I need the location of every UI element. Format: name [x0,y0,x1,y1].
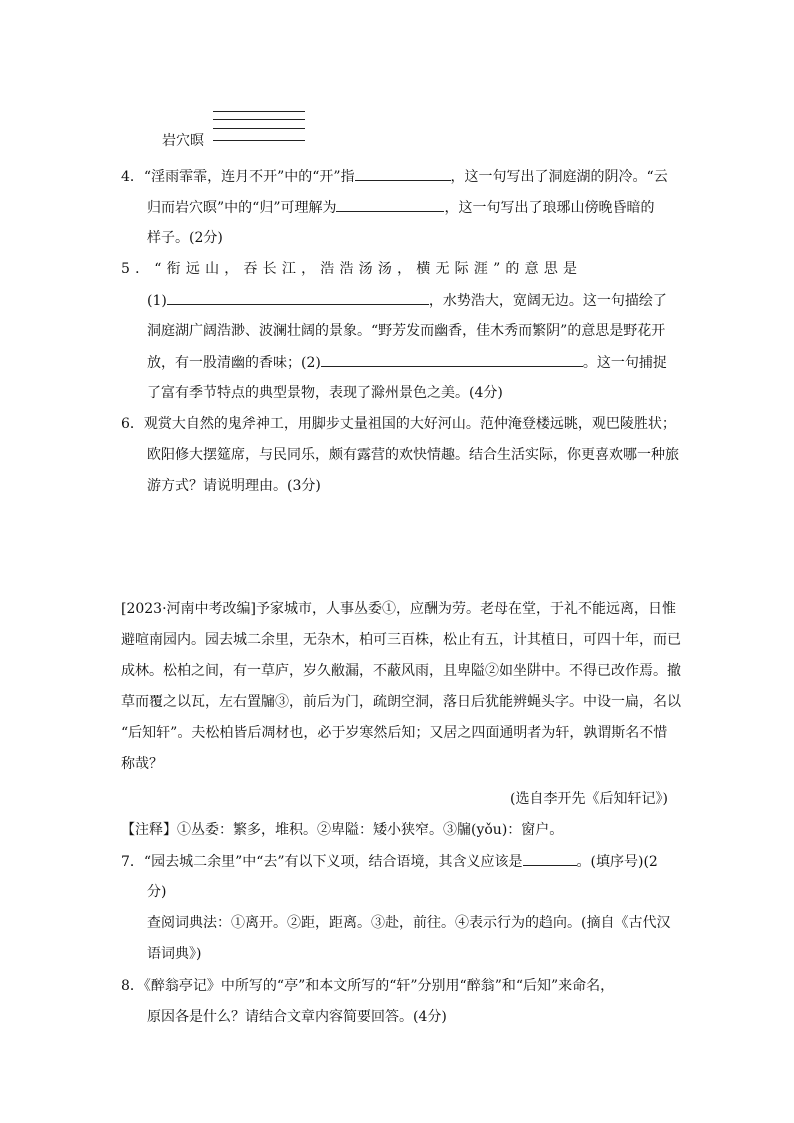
q5-text-c: 放，有一股清幽的香味；(2) [147,355,321,371]
answer-line-3 [213,128,305,129]
annotation-note: 【注释】①丛委：繁多，堆积。②卑隘：矮小狭窄。③牖(yǒu)：窗户。 [121,822,564,838]
q4-text-c: 归而岩穴暝”中的“归”可理解为 [147,200,337,216]
q7-line-4: 语词典》) [147,946,202,962]
q5-blank-2[interactable] [321,352,583,367]
answer-line-4 [213,140,305,141]
q4-text-a: 4．“淫雨霏霏，连月不开”中的“开”指 [121,169,355,185]
q6-line-2: 欧阳修大摆筵席，与民同乐，颇有露营的欢快情趣。结合生活实际，你更喜欢哪一种旅 [147,447,679,463]
q4-line-1 [121,166,668,187]
q5-blank-1[interactable] [167,290,429,305]
q4-text-b: ，这一句写出了洞庭湖的阴冷。“云 [450,169,668,185]
q7-line-1 [121,851,658,872]
passage-line-5: “后知轩”。夫松柏皆后凋材也，必于岁寒然后知；又居之四面通明者为轩，孰谓斯名不惜 [121,725,668,741]
q5-line-1: 5．“衔远山，吞长江，浩浩汤汤，横无际涯”的意思是 [121,261,583,277]
q5-text-a: (1) [147,293,167,309]
q4-text-d: ，这一句写出了琅琊山傍晚昏暗的 [444,200,655,216]
q6-line-1: 6．观赏大自然的鬼斧神工，用脚步丈量祖国的大好河山。范仲淹登楼远眺，观巴陵胜状； [121,416,676,432]
q5-text-d: 。这一句捕捉 [582,355,667,371]
q6-line-3: 游方式？请说明理由。(3分) [147,478,321,494]
q8-line-1: 8．《醉翁亭记》中所写的“亭”和本文所写的“轩”分别用“醉翁”和“后知”来命名， [121,978,615,994]
passage-line-4: 草而覆之以瓦，左右置牖③，前后为门，疏朗空洞，落日后犹能辨蝇头字。中设一扁，名以 [121,694,681,710]
q5-line-3: 洞庭湖广阔浩渺、波澜壮阔的景象。“野芳发而幽香，佳木秀而繁阴”的意思是野花开 [147,323,666,339]
answer-line-2 [213,119,305,120]
passage-source: (选自李开先《后知轩记》) [510,791,668,807]
q7-text-a: 7．“园去城二余里”中“去”有以下义项，结合语境，其含义应该是 [121,854,523,870]
q7-text-b: 。(填序号)(2 [576,854,658,870]
answer-line-1 [213,111,305,112]
q4-blank-2[interactable] [336,197,444,212]
q5-text-b: ，水势浩大，宽阔无边。这一句描绘了 [428,293,667,309]
q8-line-2: 原因各是什么？请结合文章内容简要回答。(4分) [147,1009,447,1025]
q5-line-4 [147,352,667,373]
passage-line-1: [2023·河南中考改编]予家城市，人事丛委①，应酬为劳。老母在堂，于礼不能远离，日惟 [121,601,677,617]
q4-line-2 [147,197,654,218]
passage-line-3: 成林。松柏之间，有一草庐，岁久敝漏，不蔽风雨，且卑隘②如坐阱中。不得已改作焉。撤 [121,663,681,679]
q7-line-2: 分) [147,884,167,900]
fragment-label: 岩穴暝 [162,133,204,149]
q5-line-2 [147,290,667,311]
passage-line-6: 称哉？ [121,756,163,772]
q7-line-3: 查阅词典法：①离开。②距，距离。③赴，前往。④表示行为的趋向。(摘自《古代汉 [147,915,671,931]
q4-line-3: 样子。(2分) [147,230,223,246]
passage-line-2: 避喧南园内。园去城二余里，无杂木，柏可三百株，松止有五，计其植日，可四十年，而已 [121,632,681,648]
q7-blank[interactable] [523,851,577,866]
q5-line-5: 了富有季节特点的典型景物，表现了滁州景色之美。(4分) [147,385,503,401]
q4-blank-1[interactable] [355,166,451,181]
